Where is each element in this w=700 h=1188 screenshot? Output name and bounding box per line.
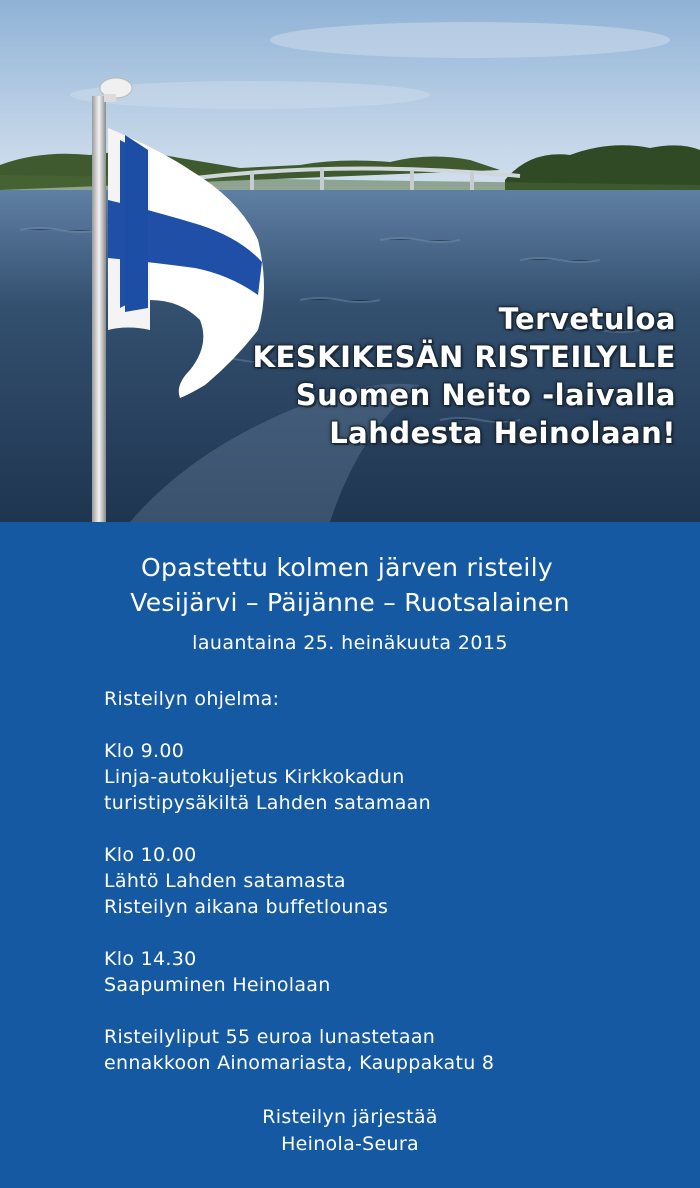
- intro-line-2: Vesijärvi – Päijänne – Ruotsalainen: [130, 588, 570, 617]
- headline-line-1: Tervetuloa: [498, 302, 676, 336]
- program-item-text: turistipysäkiltä Lahden satamaan: [104, 792, 431, 814]
- ticket-info: [104, 1024, 700, 1076]
- info-panel: [0, 522, 700, 1188]
- program-item-time: Klo 14.30: [104, 948, 197, 970]
- program-item-text: Saapuminen Heinolaan: [104, 974, 331, 996]
- program-item-text: Linja-autokuljetus Kirkkokadun: [104, 766, 405, 788]
- program-item-time: Klo 9.00: [104, 740, 185, 762]
- program-heading-block: [104, 686, 700, 712]
- organizer-line-2: Heinola-Seura: [281, 1133, 419, 1155]
- program: [0, 686, 700, 1076]
- intro-line-1: Opastettu kolmen järven risteily: [140, 553, 554, 582]
- program-heading: Risteilyn ohjelma:: [104, 688, 280, 710]
- headline-line-2: KESKIKESÄN RISTEILYLLE: [252, 340, 676, 374]
- program-item: [104, 842, 700, 920]
- hero-photo: [0, 0, 700, 522]
- headline-line-4: Lahdesta Heinolaan!: [329, 416, 676, 450]
- headline-line-3: Suomen Neito -laivalla: [295, 378, 676, 412]
- event-date: lauantaina 25. heinäkuuta 2015: [192, 632, 508, 654]
- organizer: [0, 1104, 700, 1158]
- program-item-time: Klo 10.00: [104, 844, 197, 866]
- ticket-info-line-2: ennakkoon Ainomariasta, Kauppakatu 8: [104, 1052, 495, 1074]
- organizer-line-1: Risteilyn järjestää: [262, 1106, 438, 1128]
- program-item-text: Lähtö Lahden satamasta: [104, 870, 346, 892]
- headline: [252, 300, 676, 452]
- intro: [0, 522, 700, 658]
- program-item: [104, 738, 700, 816]
- program-item: [104, 946, 700, 998]
- program-item-text: Risteilyn aikana buffetlounas: [104, 896, 389, 918]
- ticket-info-line-1: Risteilyliput 55 euroa lunastetaan: [104, 1026, 436, 1048]
